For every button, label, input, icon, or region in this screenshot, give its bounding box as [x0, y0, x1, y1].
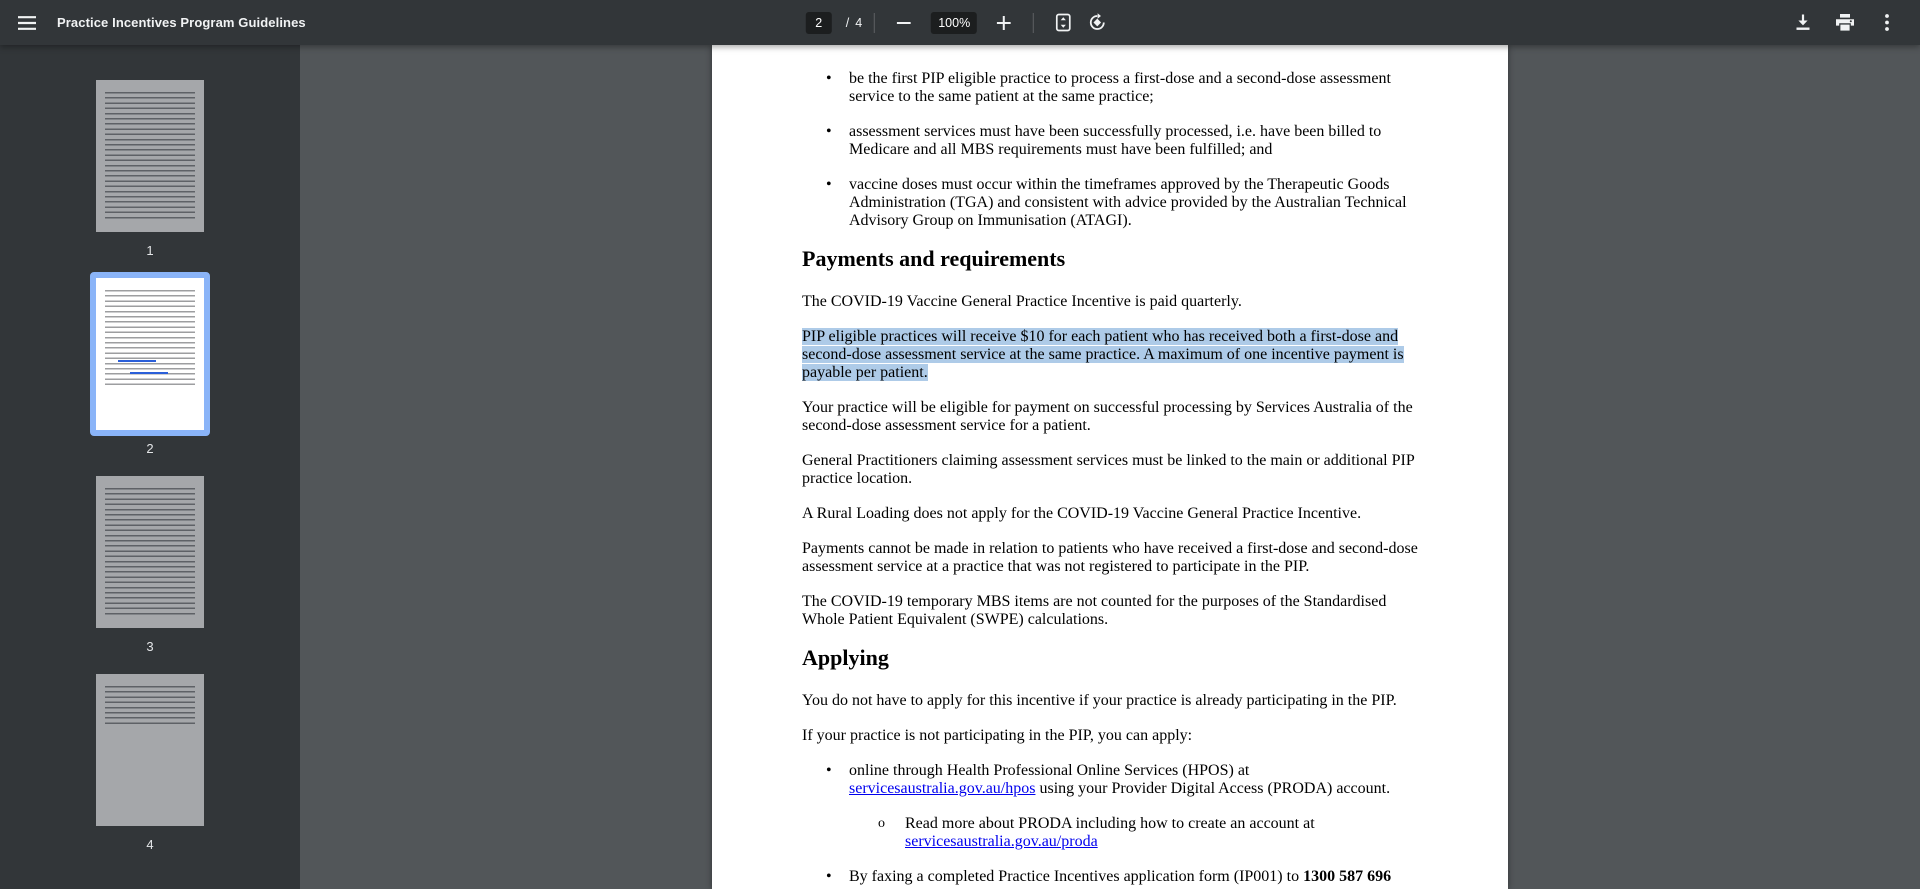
bullet-list [802, 70, 1418, 230]
thumbnail-page-3[interactable] [0, 470, 300, 655]
thumbnail-page-4[interactable] [0, 668, 300, 853]
bullet-item [802, 70, 1418, 106]
document-link[interactable]: servicesaustralia.gov.au/proda [905, 833, 1098, 850]
paragraph-with-selection [802, 328, 1418, 382]
thumbnail-page-1[interactable] [0, 74, 300, 259]
fit-page-icon [1054, 13, 1073, 32]
thumbnail-text-lines [105, 488, 195, 616]
section-heading: Applying [802, 645, 889, 670]
text-run: Read more about PRODA including how to create an account at [905, 815, 1315, 832]
thumbnail-frame [90, 668, 210, 832]
toolbar-actions [1786, 6, 1904, 40]
thumbnail-preview [96, 278, 204, 430]
text-run: The COVID-19 Vaccine General Practice Incentive is paid quarterly. [802, 293, 1242, 310]
text-run: PIP eligible practices will receive $10 for each patient who has received both a first-dose and second-dose assessment service at the same practice. A maximum of one incentive payment is payable per patient. [802, 328, 1404, 381]
paragraph [802, 399, 1418, 435]
text-run: You do not have to apply for this incentive if your practice is already participating in the PIP. [802, 692, 1397, 709]
thumbnail-link-line [130, 372, 168, 374]
more-vert-icon [1885, 14, 1889, 31]
thumbnail-frame [90, 74, 210, 238]
page-total: 4 [855, 15, 863, 30]
page-count [840, 16, 862, 30]
zoom-out-button[interactable] [887, 6, 921, 40]
bullet-list [802, 762, 1418, 886]
zoom-out-icon [897, 22, 911, 24]
text-run: Payments cannot be made in relation to patients who have received a first-dose and second-dose assessment service at a practice that was not registered to participate in the PIP. [802, 540, 1418, 575]
toolbar-divider [874, 13, 875, 33]
paragraph [802, 452, 1418, 488]
thumbnail-page-2[interactable] [0, 272, 300, 457]
thumbnail-link-line [118, 360, 156, 362]
thumbnail-preview [96, 476, 204, 628]
thumbnail-text-lines [105, 92, 195, 220]
thumbnail-label: 1 [146, 243, 154, 258]
page-number-input[interactable]: 2 [806, 12, 832, 34]
text-run: By faxing a completed Practice Incentives application form (IP001) to [849, 868, 1304, 885]
thumbnail-label: 3 [146, 639, 154, 654]
paragraph [802, 293, 1418, 311]
text-run: assessment services must have been successfully processed, i.e. have been billed to Medicare and all MBS requirements must have been fulfilled; and [849, 123, 1382, 158]
paragraph [802, 593, 1418, 629]
pdf-page [712, 45, 1508, 889]
download-button[interactable] [1786, 6, 1820, 40]
document-title: Practice Incentives Program Guidelines [57, 15, 306, 30]
text-run: be the first PIP eligible practice to process a first-dose and a second-dose assessment service to the same patient at the same practice; [849, 70, 1391, 105]
selected-text [802, 328, 1404, 381]
more-options-button[interactable] [1870, 6, 1904, 40]
section-heading: Payments and requirements [802, 246, 1066, 271]
menu-button[interactable] [10, 6, 44, 40]
text-run: using your Provider Digital Access (PRODA) account. [1035, 780, 1391, 797]
zoom-level: 100% [931, 12, 977, 34]
zoom-in-icon [997, 16, 1011, 30]
sub-bullet-item [802, 815, 1418, 851]
page-separator: / [845, 15, 850, 30]
rotate-button[interactable] [1080, 6, 1114, 40]
text-run: vaccine doses must occur within the timeframes approved by the Therapeutic Goods Administration (TGA) and consistent with advice provided by the Australian Technical Advisory Group on Immunisation (ATAGI). [849, 176, 1407, 229]
rotate-counterclockwise-icon [1088, 13, 1107, 32]
paragraph [802, 505, 1418, 523]
toolbar-page-controls [806, 0, 1114, 45]
thumbnail-text-lines [105, 686, 195, 727]
document-viewport[interactable] [300, 45, 1920, 889]
print-icon [1836, 14, 1854, 31]
thumbnail-frame [90, 272, 210, 436]
text-run: A Rural Loading does not apply for the COVID-19 Vaccine General Practice Incentive. [802, 505, 1362, 522]
download-icon [1795, 14, 1811, 31]
thumbnail-preview [96, 80, 204, 232]
document-link[interactable]: servicesaustralia.gov.au/hpos [849, 780, 1036, 797]
thumbnail-frame [90, 470, 210, 634]
paragraph [802, 692, 1418, 710]
bullet-item [802, 868, 1418, 886]
bullet-item [802, 762, 1418, 798]
text-run: Your practice will be eligible for payment on successful processing by Services Australia of the second-dose assessment service for a patient. [802, 399, 1413, 434]
menu-icon [18, 16, 36, 30]
thumbnail-sidebar[interactable] [0, 45, 300, 889]
fit-page-button[interactable] [1046, 6, 1080, 40]
paragraph [802, 540, 1418, 576]
bullet-item [802, 123, 1418, 159]
toolbar-divider [1033, 13, 1034, 33]
thumbnail-label: 2 [146, 441, 154, 456]
text-run: If your practice is not participating in the PIP, you can apply: [802, 727, 1193, 744]
pdf-viewer-toolbar [0, 0, 1920, 45]
text-run: online through Health Professional Online Services (HPOS) at [849, 762, 1250, 779]
print-button[interactable] [1828, 6, 1862, 40]
bullet-item [802, 176, 1418, 230]
zoom-in-button[interactable] [987, 6, 1021, 40]
thumbnail-label: 4 [146, 837, 154, 852]
thumbnail-preview [96, 674, 204, 826]
text-run: The COVID-19 temporary MBS items are not counted for the purposes of the Standardised Whole Patient Equivalent (SWPE) calculations. [802, 593, 1387, 628]
bold-text: 1300 587 696 [1303, 868, 1392, 885]
paragraph [802, 727, 1418, 745]
text-run: General Practitioners claiming assessment services must be linked to the main or additional PIP practice location. [802, 452, 1415, 487]
